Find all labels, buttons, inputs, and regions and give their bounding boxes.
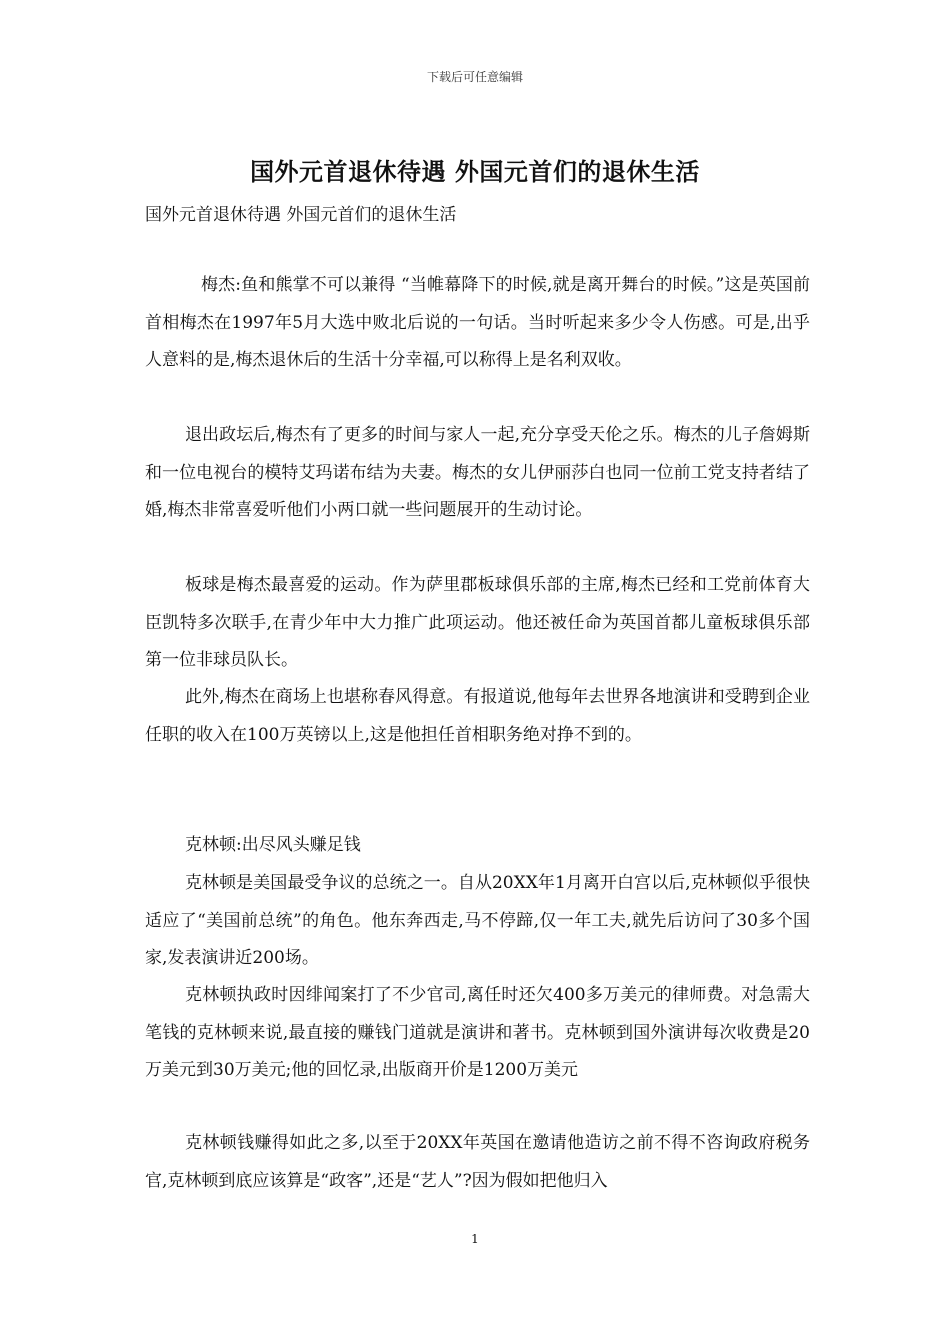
- paragraph-clinton-intro: 克林顿是美国最受争议的总统之一。自从20XX年1月离开白宫以后,克林顿似乎很快适应了“美国前总统”的角色。他东奔西走,马不停蹄,仅一年工夫,就先后访问了30多个国家,发表演讲近200场。: [145, 873, 810, 968]
- paragraph-major-business: 此外,梅杰在商场上也堪称春风得意。有报道说,他每年去世界各地演讲和受聘到企业任职的收入在100万英镑以上,这是他担任首相职务绝对挣不到的。: [145, 687, 810, 745]
- paragraph-major-intro: 梅杰:鱼和熊掌不可以兼得 “当帷幕降下的时候,就是离开舞台的时候。”这是英国前首相梅杰在1997年5月大选中败北后说的一句话。当时听起来多少令人伤感。可是,出乎人意料的是,梅杰退休后的生活十分幸福,可以称得上是名利双收。: [145, 275, 810, 370]
- page-title: 国外元首退休待遇 外国元首们的退休生活: [250, 157, 700, 186]
- page-number: 1: [471, 1232, 479, 1246]
- paragraph-major-family: 退出政坛后,梅杰有了更多的时间与家人一起,充分享受天伦之乐。梅杰的儿子詹姆斯和一位电视台的模特艾玛诺布结为夫妻。梅杰的女儿伊丽莎白也同一位前工党支持者结了婚,梅杰非常喜爱听他们小两口就一些问题展开的生动讨论。: [145, 425, 810, 520]
- page-subtitle: 国外元首退休待遇 外国元首们的退休生活: [145, 205, 457, 225]
- header-note: 下载后可任意编辑: [426, 70, 523, 84]
- paragraph-clinton-tax: 克林顿钱赚得如此之多,以至于20XX年英国在邀请他造访之前不得不咨询政府税务官,克林顿到底应该算是“政客”,还是“艺人”?因为假如把他归入: [145, 1133, 810, 1191]
- section-heading-clinton: 克林顿:出尽风头赚足钱: [185, 835, 361, 855]
- paragraph-clinton-income: 克林顿执政时因绯闻案打了不少官司,离任时还欠400多万美元的律师费。对急需大笔钱的克林顿来说,最直接的赚钱门道就是演讲和著书。克林顿到国外演讲每次收费是20万美元到30万美元;他的回忆录,出版商开价是1200万美元: [145, 985, 810, 1080]
- paragraph-major-cricket: 板球是梅杰最喜爱的运动。作为萨里郡板球俱乐部的主席,梅杰已经和工党前体育大臣凯特多次联手,在青少年中大力推广此项运动。他还被任命为英国首都儿童板球俱乐部第一位非球员队长。: [145, 575, 810, 670]
